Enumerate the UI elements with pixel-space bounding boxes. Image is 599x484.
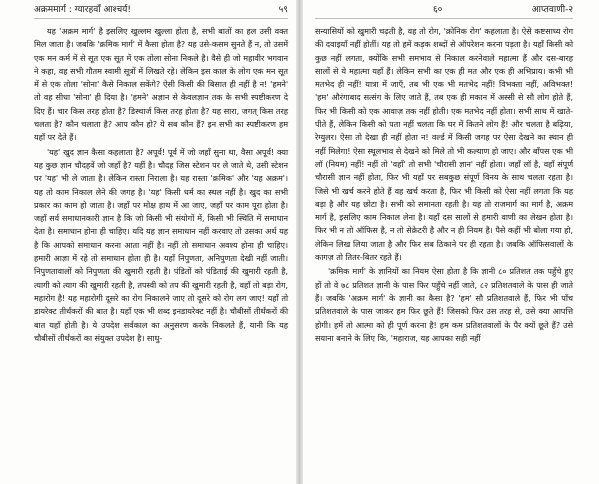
left-page-body — [34, 25, 288, 345]
paragraph: 'क्रमिक मार्ग' के ज्ञानियों का नियम ऐसा होता है कि ज्ञानी ८० प्रतिशत तक पहुँचे हुए हों तो वे ७८ प्रतिशत ज्ञानी के पास फिर पहुँचे नहीं जाते, ८२ प्रतिशतवाले के पास ही जाते हैं। जबकि 'अक्रम मार्ग' के ज्ञानी का कैसा है? 'हम' सौ प्रतिशतवाले हैं, फिर भी पाँच प्रतिशतवाले के पास जाकर हम फिर छूते हैं! जिसको फिर उस तरह से, उसे क्या आपत्ति होगी। हमें तो आत्मा को ही पूर्ण करना है! हम कम प्रतिशतवालों के पैर क्यों छूते हैं? उसे सयाना बनाने के लिए कि, 'महाराज, यह आपका सही नहीं — [315, 266, 573, 343]
right-page-number: ६० — [433, 5, 443, 15]
left-page — [0, 0, 296, 484]
paragraph: यह 'अक्रम मार्ग' है इसलिए खुल्लम खुल्ला होता है, सभी बातों का हल उसी वक्त मिल जाता है। जबकि 'क्रमिक मार्ग' में कैसा होता है? यह उसे-कसम सुनते हैं न, तो उसमें एक मन कर्म में से सूत एक सूत में एक तोला सोना निकले है। वैसे ही जो महावीर भगवान ने कहा, वह सभी गौतम स्वामी सूत्रों में लिखते रहे। लेकिन इस काल के लोग एक मन सूत में से एक तोला 'सोना' कैसे निकाल सकेंगे? ऐसी किसी की बिसात ही नहीं है न! 'हमने' तो वह सीधा 'सोना' ही दिया है। 'हमने' अज्ञान से केवलज्ञान तक के सभी स्पष्टीकरण दे दिए हैं। चार किस तरह होता है? डिस्चार्ज किस तरह होता है? यह सारा, जगत् किस तरह चलता है? कौन चलाता है? आप कौन हो? ये सब कौन हैं? इन सभी का स्पष्टीकरण हम यहाँ पर देते हैं। — [34, 26, 288, 143]
left-running-title: अक्रममार्ग : ग्यारहवाँ आश्चर्य! — [34, 5, 132, 15]
left-page-number: ५९ — [278, 5, 288, 15]
right-running-title: आप्तवाणी-२ — [531, 5, 573, 15]
right-page — [303, 0, 599, 484]
right-page-header — [315, 4, 573, 19]
paragraph: 'यह' खुद ज्ञान कैसा कहलाता है? अपूर्व! पूर्व में जो जहाँ सुना था, वैसा अपूर्व! क्या यह कुछ ज्ञान चौदहवें जो जहाँ है? यहीं है। चौदह जिस स्टेशन पर ले जाते थे, उसी स्टेशन पर 'यह' भी ले जाता है। लेकिन रास्ता निराला है। यह रास्ता 'क्रमिक' और 'यह अक्रम'। यह तो काम निकाल लेने की जगह है। 'यह' किसी धर्म का स्थल नहीं है। खुद का सभी प्रकार का काम हो जाता है। जहाँ पर मोक्ष हाथ में आ जाए, जहाँ पर काम पूरा होता है। जहाँ सर्व समाधानकारी ज्ञान है कि जो किसी भी संयोगों में, किसी भी स्थिति में समाधान देता है। समाधान होना ही चाहिए। यदि यह ज्ञान समाधान नहीं करवाए तो उसका अर्थ यह है कि आपको समाधान करना आता नहीं है। नहीं तो समाधान अवश्य होना ही चाहिए। हमारी आज्ञा में रहे तो समाधान होता ही है। यहाँ निपुणता, अनिपुणता देखी नहीं जाती। निपुणतावालों को निपुणता की खुमारी रहती है। पंडितों को पंडिताई की खुमारी रहती है, त्यागी को त्याग की खुमारी रहती है, तपस्वी को तप की खुमारी रहती है, वहाँ तो बड़ा रोग, महारोग है! यह महारोगी दूसरे का रोग निकालने जाए तो दूसरे को रोग लग जाए! यहाँ तो डायरेक्ट तीर्थंकरों की बात है। यहाँ एक भी शब्द इनडायरेक्ट नहीं है। चौबीसों तीर्थंकरों की बात यहाँ होती है। ये उपदेश सर्वकाल का अनुसरण करके निकलते हैं, यानी कि यह चौबीसों तीर्थंकरों का संयुक्त उपदेश है। साधु- — [34, 146, 288, 343]
paragraph: सन्यासियों को खुमारी चढ़ती है, वह तो रोग, 'क्रोनिक रोग' कहलाता है। ऐसे कष्टसाध्य रोग की दवाइयाँ नहीं होतीं। यह तो हमें कड़क शब्दों से ऑपरेशन करना पड़ता है। यहाँ किसी को कुछ नहीं लगता, क्योंकि सभी समभाव से निकाल करनेवाले महात्मा हैं और दस-बारह सालों से ये महात्मा यहाँ हैं। लेकिन सभी का एक ही मत और एक ही अभिप्राय। कभी भी मतभेद ही नहीं! यात्रा में जाएँ, तब भी एक भी मतभेद नहीं! विभक्ता नहीं, अविभक्त! 'हम' औरंगाबाद सत्संग के लिए जाते हैं, तब एक ही मकान में अस्सी से सौ लोग होते हैं, फिर भी किसी को एक आवाज़ तक नहीं होती। एक मतभेद नहीं होता। सभी साथ में खाते-पीते हैं, लेकिन किसी को पता नहीं चलता कि घर में कितने लोग हैं! और चलता है बढ़िया, रेग्युलर। ऐसा तो देखा ही नहीं होता न! वर्ल्ड में किसी जगह पर ऐसा देखने का स्थान ही नहीं मिलेगा! ऐसा स्थूलभाव से देखने को मिले तो भी कल्याण हो जाए। और बाँपस एक भी लॉ (नियम) नहीं! नहीं तो 'वहाँ' तो सभी 'चौरासी ज्ञान' नहीं होता। जहाँ लॉ है, वहाँ संपूर्ण चौरासी ज्ञान नहीं होता, फिर भी यहाँ पर सबकुछ संपूर्ण विनय के साथ चलता रहता है। जिसे भी खर्च करने होते हैं वह खर्च करता है, फिर भी किसी को ऐसा नहीं लगता कि यह बड़ा है और यह छोटा है। सभी को समानता रहती है। यह तो राजमार्ग का मार्ग है, अक्रम मार्ग है, इसलिए काम निकाल लेना है। यहाँ दस सालों से हमारी वाणी का लेखन होता है। फिर भी न तो ऑफिस है, न तो सेक्रेटरी है और न ही नियम है। पैसे कहीं भी बोला गया हो, लेकिन लिख लिया जाता है और फिर सब ठिकाने पर ही रहता है। जबकि ऑफिसवालों के कागज़ तो तितर-बितर रहते हैं। — [315, 26, 573, 263]
left-page-header — [34, 4, 288, 19]
right-page-body — [315, 25, 573, 345]
book-gutter — [296, 0, 303, 484]
